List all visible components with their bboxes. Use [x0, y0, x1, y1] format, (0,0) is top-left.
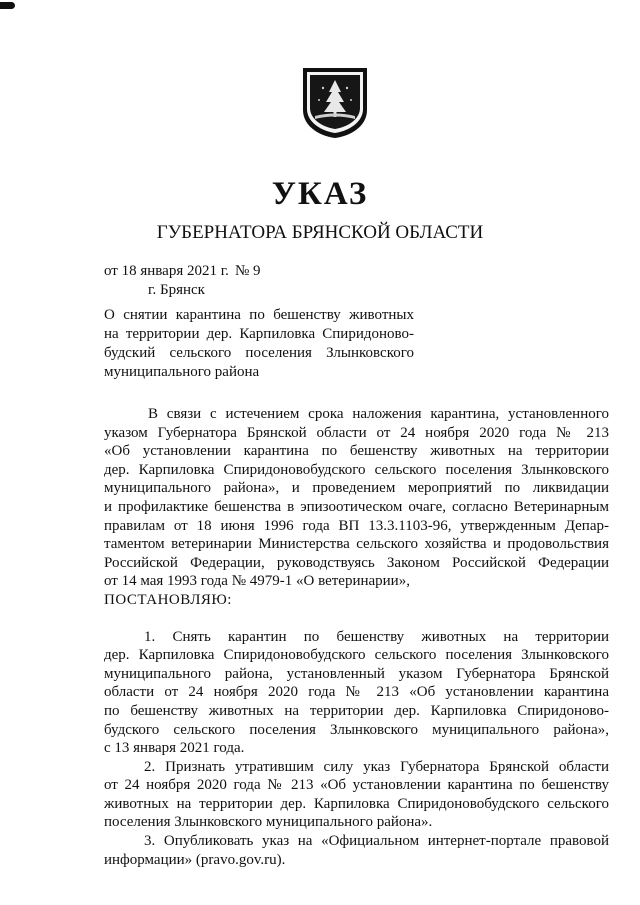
heading-line: О снятии карантина по бешенству животных — [104, 307, 414, 323]
decree-date: от 18 января 2021 г. — [104, 263, 229, 279]
preamble-line: правилам от 18 июня 1996 года ВП 13.3.1103-96, утвержденным Депар- — [104, 517, 609, 534]
item-line: по бешенству животных на территории дер. Карпиловка Спиридоново- — [104, 702, 609, 719]
decree-body — [104, 405, 609, 869]
preamble-line: указом Губернатора Брянской области от 24 ноября 2020 года № 213 — [104, 424, 609, 441]
item-line: области от 24 ноября 2020 года № 213 «Об установлении карантина — [104, 684, 609, 701]
item-line: будского сельского поселения Злынковского муниципального района», — [104, 721, 609, 738]
preamble-line: В связи с истечением срока наложения карантина, установленного — [148, 406, 609, 422]
decree-issuer: ГУБЕРНАТОРА БРЯНСКОЙ ОБЛАСТИ — [156, 222, 484, 243]
preamble-paragraph — [104, 405, 609, 591]
heading-line: муниципального района — [104, 364, 260, 380]
item-line: муниципального района, установленный указом Губернатора Брянской — [104, 665, 609, 682]
decree-title: УКАЗ — [271, 176, 369, 212]
decree-item-1 — [104, 628, 609, 758]
item-line: 2. Признать утратившим силу указ Губернатора Брянской области — [144, 758, 609, 775]
decree-city: г. Брянск — [148, 282, 205, 298]
item-line: поселения Злынковского муниципального района». — [104, 814, 433, 831]
item-line: 3. Опубликовать указ на «Официальном интернет-портале правовой — [144, 833, 609, 850]
scan-edge-mark — [0, 2, 15, 9]
coat-of-arms-icon — [301, 66, 369, 140]
item-line: животных на территории дер. Карпиловка Спиридоновобудского сельского — [104, 795, 609, 812]
preamble-line: и профилактике бешенства в эпизоотическом очаге, согласно Ветеринарным — [104, 498, 609, 515]
preamble-line: от 14 мая 1993 года № 4979-1 «О ветеринарии», — [104, 573, 410, 590]
decree-date-line — [104, 262, 261, 281]
preamble-line: муниципального района», и проведением мероприятий по ликвидации — [104, 480, 609, 497]
decree-heading — [104, 306, 414, 382]
item-line: дер. Карпиловка Спиридоновобудского сельского поселения Злынковского — [104, 647, 609, 664]
decree-item-3 — [104, 832, 609, 869]
decree-item-2 — [104, 758, 609, 832]
preamble-line: дер. Карпиловка Спиридоновобудского сельского поселения Злынковского — [104, 461, 609, 478]
preamble-line: таментом ветеринарии Министерства сельского хозяйства и продовольствия — [104, 536, 609, 553]
resolve-heading: ПОСТАНОВЛЯЮ: — [104, 591, 232, 608]
item-line: информации» (pravo.gov.ru). — [104, 851, 286, 868]
heading-line: будский сельского поселения Злынковского — [104, 345, 414, 361]
item-line: 1. Снять карантин по бешенству животных на территории — [144, 628, 609, 645]
item-line: с 13 января 2021 года. — [104, 740, 245, 757]
item-line: от 24 ноября 2020 года № 213 «Об установлении карантина по бешенству — [104, 777, 609, 794]
heading-line: на территории дер. Карпиловка Спиридоново- — [104, 326, 414, 342]
preamble-line: Российской Федерации, руководствуясь Законом Российской Федерации — [104, 554, 609, 571]
coat-of-arms-emblem — [301, 66, 369, 140]
preamble-line: «Об установлении карантина по бешенству животных на территории — [104, 443, 609, 460]
decree-number: № 9 — [234, 263, 261, 279]
